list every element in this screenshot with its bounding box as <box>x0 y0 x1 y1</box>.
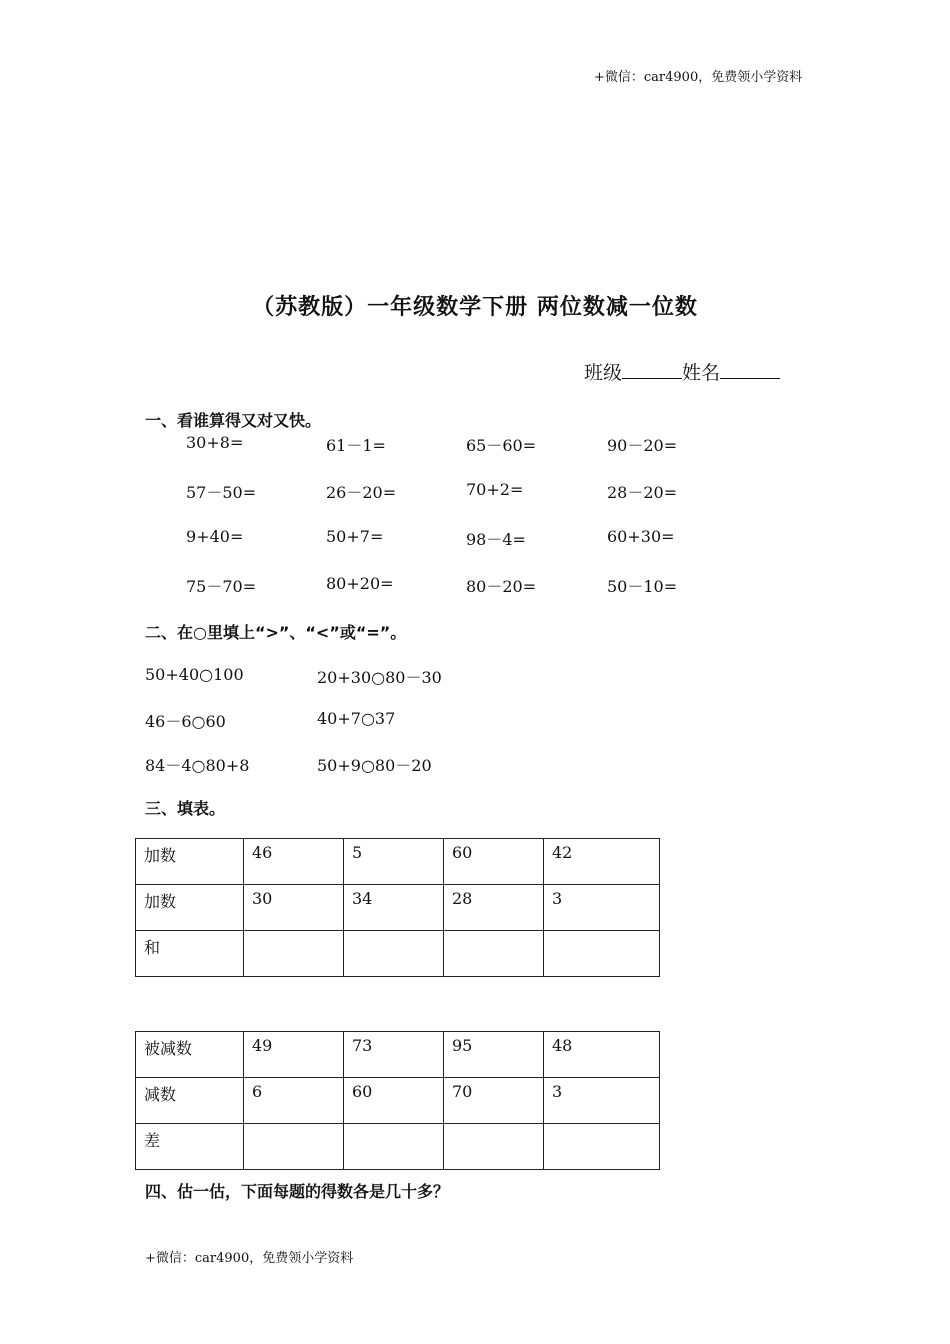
table-cell: 5 <box>344 839 444 885</box>
table-cell: 被减数 <box>136 1032 244 1078</box>
addition-table <box>135 838 660 977</box>
table-cell: 49 <box>244 1032 344 1078</box>
table-cell: 减数 <box>136 1078 244 1124</box>
answer-cell <box>444 1124 544 1170</box>
compare-problem: 20+30○80－30 <box>317 668 442 687</box>
problem: 26－20= <box>326 483 397 502</box>
table-cell: 73 <box>344 1032 444 1078</box>
section1-heading: 一、看谁算得又对又快。 <box>145 411 322 430</box>
compare-problem: 50+40○100 <box>145 665 244 684</box>
problem: 57－50= <box>186 483 257 502</box>
problem: 75－70= <box>186 577 257 596</box>
compare-problem: 46－6○60 <box>145 712 226 731</box>
problem: 9+40= <box>186 527 244 546</box>
problem: 60+30= <box>607 527 675 546</box>
table-cell: 95 <box>444 1032 544 1078</box>
table-cell: 34 <box>344 885 444 931</box>
problem: 65－60= <box>466 436 537 455</box>
header-note: +微信：car4900，免费领小学资料 <box>594 70 803 85</box>
page-title: （苏教版）一年级数学下册 两位数减一位数 <box>252 295 698 320</box>
name-label: 姓名 <box>682 362 721 384</box>
table-row <box>136 839 660 885</box>
answer-cell <box>244 931 344 977</box>
problem: 90－20= <box>607 436 678 455</box>
section3-heading: 三、填表。 <box>145 799 226 818</box>
answer-cell <box>344 931 444 977</box>
compare-problem: 40+7○37 <box>317 709 396 728</box>
problem: 28－20= <box>607 483 678 502</box>
table-cell: 差 <box>136 1124 244 1170</box>
table-cell: 和 <box>136 931 244 977</box>
problem: 98－4= <box>466 530 526 549</box>
answer-cell <box>244 1124 344 1170</box>
table-cell: 70 <box>444 1078 544 1124</box>
table-row <box>136 1124 660 1170</box>
problem: 30+8= <box>186 433 244 452</box>
table-row <box>136 1078 660 1124</box>
table-cell: 加数 <box>136 885 244 931</box>
answer-cell <box>344 1124 444 1170</box>
class-label: 班级 <box>584 362 623 384</box>
table-cell: 60 <box>444 839 544 885</box>
section4-heading: 四、估一估，下面每题的得数各是几十多？ <box>145 1182 450 1201</box>
table-cell: 28 <box>444 885 544 931</box>
table-row <box>136 931 660 977</box>
class-name-line <box>584 358 780 385</box>
footer-note: +微信：car4900，免费领小学资料 <box>145 1251 354 1266</box>
name-blank <box>720 360 780 379</box>
problem: 80+20= <box>326 574 394 593</box>
answer-cell <box>544 1124 660 1170</box>
table-cell: 46 <box>244 839 344 885</box>
compare-problem: 50+9○80－20 <box>317 756 432 775</box>
table-cell: 48 <box>544 1032 660 1078</box>
problem: 61－1= <box>326 436 386 455</box>
section2-heading: 二、在○里填上“>”、“<”或“=”。 <box>145 623 407 642</box>
table-cell: 6 <box>244 1078 344 1124</box>
problem: 50－10= <box>607 577 678 596</box>
class-blank <box>622 360 682 379</box>
table-cell: 3 <box>544 885 660 931</box>
table-row <box>136 885 660 931</box>
problem: 80－20= <box>466 577 537 596</box>
answer-cell <box>544 931 660 977</box>
subtraction-table <box>135 1031 660 1170</box>
table-cell: 3 <box>544 1078 660 1124</box>
answer-cell <box>444 931 544 977</box>
compare-problem: 84－4○80+8 <box>145 756 250 775</box>
problem: 70+2= <box>466 480 524 499</box>
table-cell: 42 <box>544 839 660 885</box>
problem: 50+7= <box>326 527 384 546</box>
table-row <box>136 1032 660 1078</box>
table-cell: 30 <box>244 885 344 931</box>
table-cell: 加数 <box>136 839 244 885</box>
table-cell: 60 <box>344 1078 444 1124</box>
